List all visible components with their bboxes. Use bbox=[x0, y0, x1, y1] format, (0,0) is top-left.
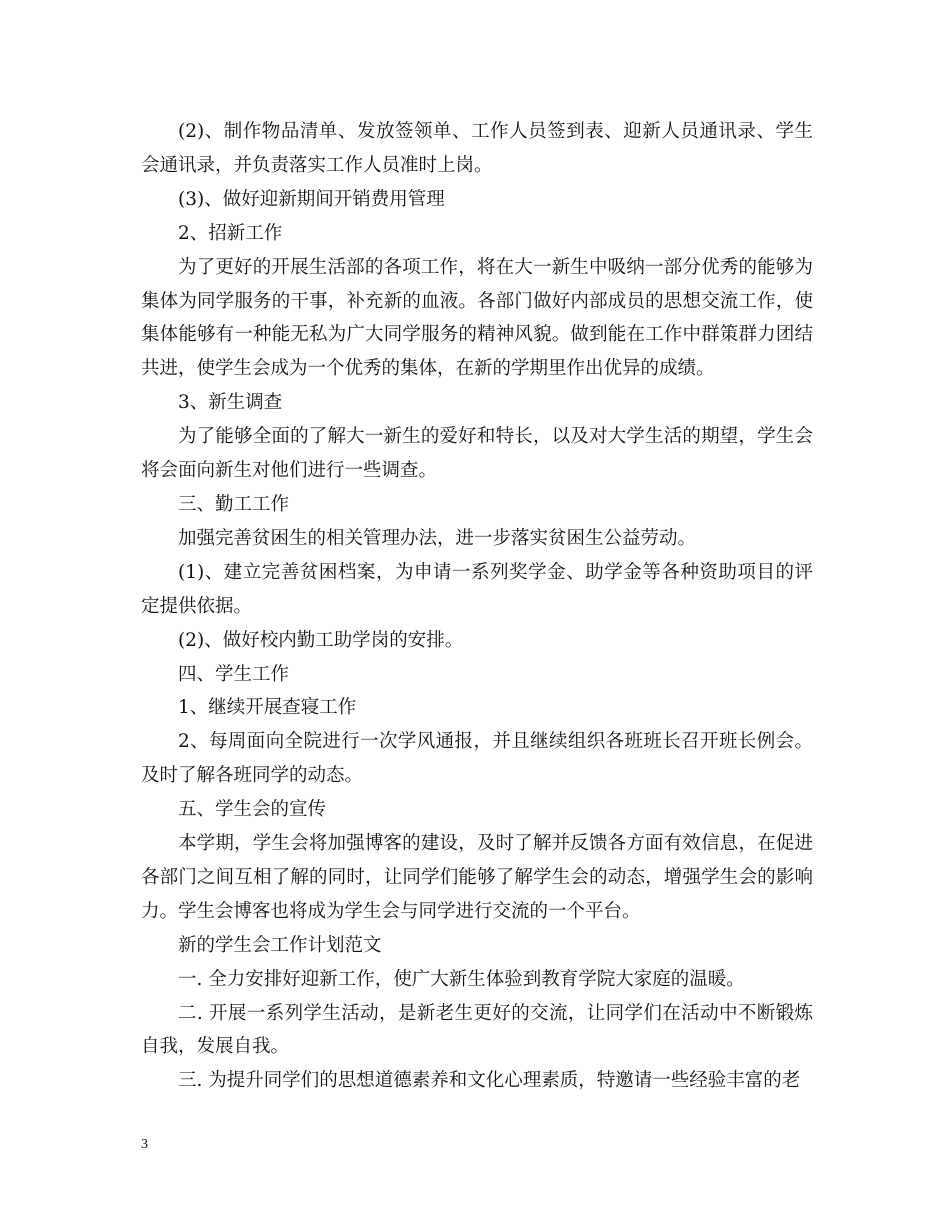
document-body bbox=[141, 115, 813, 1098]
section-heading: 3、新生调查 bbox=[178, 392, 283, 414]
section-heading: 三、勤工工作 bbox=[178, 493, 290, 515]
paragraph: 二. 开展一系列学生活动，是新老生更好的交流，让同学们在活动中不断锻炼自我，发展自我。 bbox=[141, 1002, 813, 1058]
paragraph: (1)、建立完善贫困档案，为申请一系列奖学金、助学金等各种资助项目的评定提供依据。 bbox=[141, 561, 813, 617]
paragraph: 三. 为提升同学们的思想道德素养和文化心理素质，特邀请一些经验丰富的老 bbox=[178, 1070, 801, 1092]
section-heading: 2、招新工作 bbox=[178, 222, 283, 244]
paragraph: 加强完善贫困生的相关管理办法，进一步落实贫困生公益劳动。 bbox=[178, 527, 697, 549]
paragraph: (3)、做好迎新期间开销费用管理 bbox=[178, 188, 445, 210]
paragraph: 2、每周面向全院进行一次学风通报，并且继续组织各班班长召开班长例会。及时了解各班同学的动态。 bbox=[141, 731, 813, 787]
paragraph: (2)、制作物品清单、发放签领单、工作人员签到表、迎新人员通讯录、学生会通讯录，并负责落实工作人员准时上岗。 bbox=[141, 121, 813, 176]
paragraph: 一. 全力安排好迎新工作，使广大新生体验到教育学院大家庭的温暖。 bbox=[178, 968, 745, 990]
paragraph: 为了更好的开展生活部的各项工作，将在大一新生中吸纳一部分优秀的能够为集体为同学服务的干事，补充新的血液。各部门做好内部成员的思想交流工作，使集体能够有一种能无私为广大同学服务的精神风貌。做到能在工作中群策群力团结共进，使学生会成为一个优秀的集体，在新的学期里作出优异的成绩。 bbox=[141, 256, 813, 380]
section-heading: 四、学生工作 bbox=[178, 663, 290, 685]
paragraph: 为了能够全面的了解大一新生的爱好和特长，以及对大学生活的期望，学生会将会面向新生对他们进行一些调查。 bbox=[141, 426, 813, 482]
section-heading: 新的学生会工作计划范文 bbox=[178, 934, 382, 956]
page-number: 3 bbox=[141, 1137, 148, 1152]
paragraph: 1、继续开展查寝工作 bbox=[178, 697, 357, 719]
paragraph: 本学期，学生会将加强博客的建设，及时了解并反馈各方面有效信息，在促进各部门之间互相了解的同时，让同学们能够了解学生会的动态，增强学生会的影响力。学生会博客也将成为学生会与同学进行交流的一个平台。 bbox=[141, 833, 813, 922]
paragraph: (2)、做好校内勤工助学岗的安排。 bbox=[178, 629, 464, 651]
section-heading: 五、学生会的宣传 bbox=[178, 799, 327, 821]
